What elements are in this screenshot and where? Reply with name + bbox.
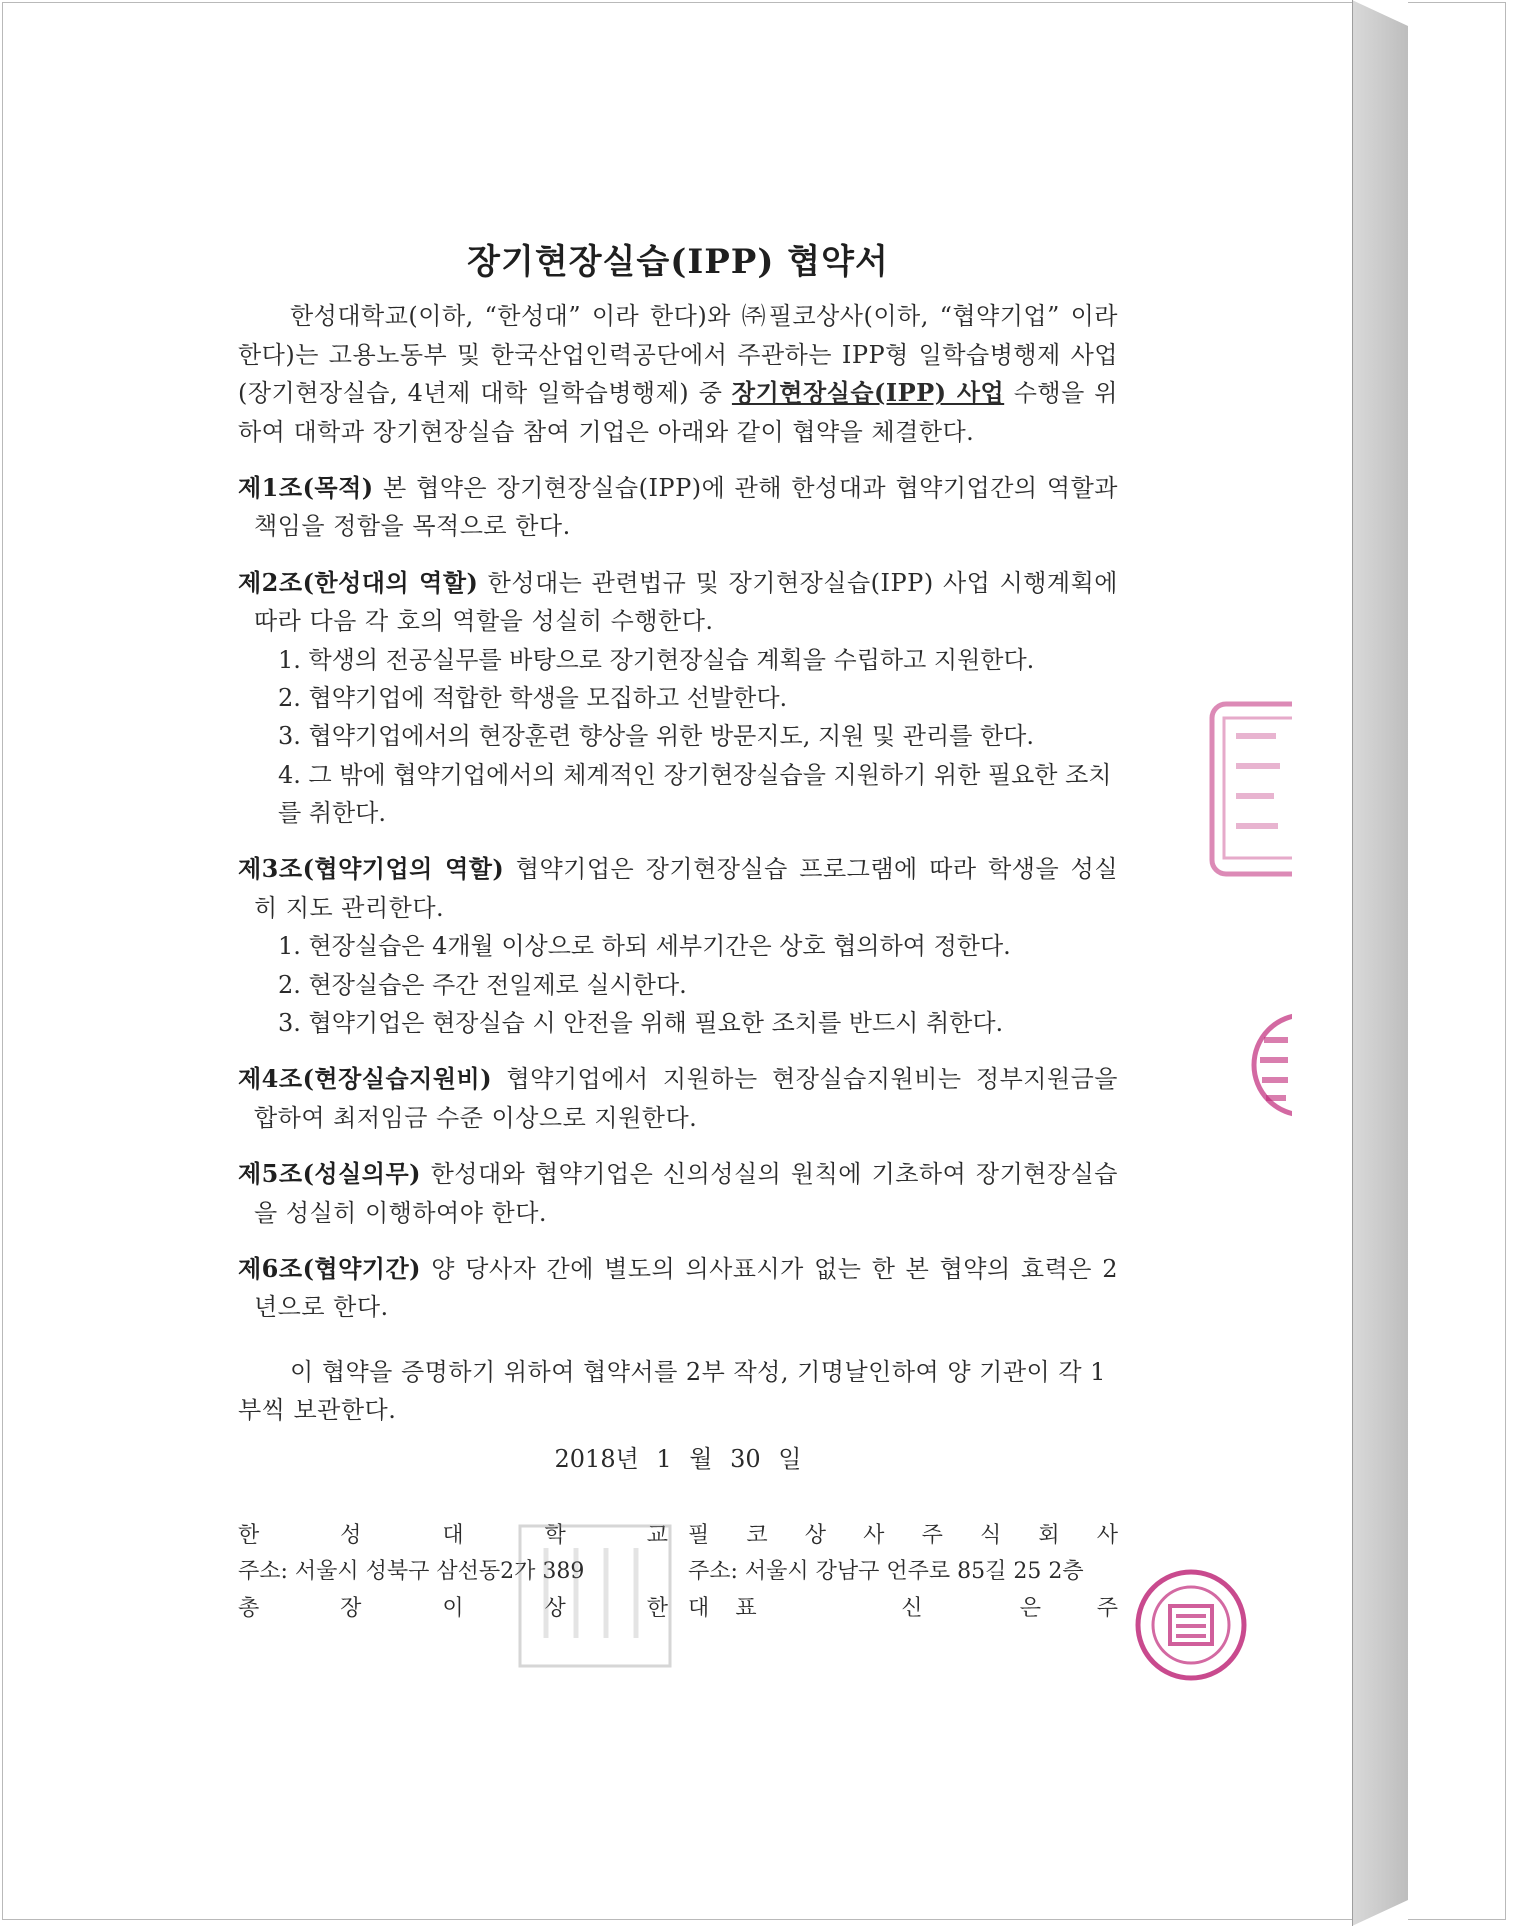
list-item: 2. 협약기업에 적합한 학생을 모집하고 선발한다. [278, 683, 788, 712]
signatory-right [688, 1518, 1118, 1627]
name-char: 필 [688, 1522, 710, 1548]
article-heading: 제6조(협약기간) [238, 1253, 422, 1283]
name-char: 상 [804, 1522, 827, 1548]
rep-char: 은 [1019, 1595, 1041, 1621]
page-side-edge [1352, 0, 1408, 1926]
list-item: 1. 현장실습은 4개월 이상으로 하되 세부기간은 상호 협의하여 정한다. [278, 932, 1011, 961]
article-items [238, 641, 1118, 833]
article-text: 본 협약은 장기현장실습(IPP)에 관해 한성대과 협약기업간의 역할과 책임을 정함을 목적으로 한다. [254, 473, 1118, 541]
name-char: 성 [340, 1522, 362, 1548]
org-address: 주소: 서울시 성북구 삼선동2가 389 [238, 1559, 585, 1585]
list-item: 4. 그 밖에 협약기업에서의 체계적인 장기현장실습을 지원하기 위한 필요한 조치를 취한다. [278, 760, 1112, 828]
rep-char: 대 [688, 1595, 710, 1621]
preamble-part2: 수행을 위하여 대학과 장기현장실습 참여 기업은 아래와 같이 협약을 체결한다. [238, 379, 1118, 446]
rep-char: 표 [735, 1595, 757, 1621]
article-heading: 제5조(성실의무) [238, 1159, 422, 1189]
name-char: 코 [746, 1522, 768, 1548]
list-item: 2. 현장실습은 주간 전일제로 실시한다. [278, 970, 687, 999]
rep-char: 장 [340, 1595, 362, 1621]
article-5 [238, 1155, 1118, 1232]
name-char: 사 [863, 1522, 885, 1548]
article-text: 협약기업에서 지원하는 현장실습지원비는 정부지원금을 합하여 최저임금 수준 이상으로 지원한다. [254, 1065, 1118, 1132]
rep-char: 상 [544, 1595, 566, 1621]
preamble-part1: 한성대학교(이하, “한성대” 이라 한다)와 ㈜필코상사(이하, “협약기업” 이라 한다)는 고용노동부 및 한국산업인력공단에서 주관하는 IPP형 일학습병행제 사업(장기현장실습, 4년제 대학 일학습병행제) 중 [238, 302, 1118, 408]
name-char: 사 [1096, 1522, 1118, 1548]
rep-char: 이 [442, 1595, 464, 1621]
representative [688, 1591, 1118, 1627]
rep-char: 한 [646, 1595, 668, 1621]
org-address: 주소: 서울시 강남구 언주로 85길 25 2층 [688, 1559, 1084, 1585]
name-char: 회 [1038, 1522, 1060, 1548]
article-text: 한성대는 관련법규 및 장기현장실습(IPP) 사업 시행계획에 따라 다음 각 호의 역할을 성실히 수행한다. [254, 568, 1118, 636]
article-heading: 제1조(목적) [238, 472, 374, 502]
signatory-left [238, 1518, 668, 1627]
org-name [238, 1518, 668, 1554]
article-items [238, 927, 1118, 1042]
preamble-emphasis: 장기현장실습(IPP) 사업 [731, 378, 1005, 408]
article-heading: 제4조(현장실습지원비) [238, 1064, 493, 1094]
page-edge-line [1352, 0, 1353, 1926]
name-char: 한 [238, 1522, 260, 1548]
article-text: 한성대와 협약기업은 신의성실의 원칙에 기초하여 장기현장실습을 성실히 이행하여야 한다. [254, 1160, 1118, 1227]
article-6 [238, 1250, 1118, 1327]
name-char: 식 [979, 1522, 1002, 1548]
name-char: 대 [442, 1522, 464, 1548]
document-title: 장기현장실습(IPP) 협약서 [467, 242, 889, 282]
article-text: 양 당사자 간에 별도의 의사표시가 없는 한 본 협약의 효력은 2년으로 한다. [254, 1254, 1118, 1322]
name-char: 학 [544, 1522, 566, 1548]
article-text: 협약기업은 장기현장실습 프로그램에 따라 학생을 성실히 지도 관리한다. [254, 855, 1118, 922]
list-item: 1. 학생의 전공실무를 바탕으로 장기현장실습 계획을 수립하고 지원한다. [278, 645, 1035, 674]
name-char: 주 [921, 1522, 943, 1548]
representative [238, 1591, 668, 1627]
list-item: 3. 협약기업은 현장실습 시 안전을 위해 필요한 조치를 반드시 취한다. [278, 1009, 1004, 1038]
rep-char: 총 [238, 1595, 260, 1621]
rep-char: 주 [1096, 1595, 1118, 1621]
agreement-date: 2018년 1 월 30 일 [554, 1444, 802, 1473]
article-2 [238, 564, 1118, 833]
closing-statement: 이 협약을 증명하기 위하여 협약서를 2부 작성, 기명날인하여 양 기관이 각 1부씩 보관한다. [238, 1357, 1106, 1425]
agreement-document [238, 235, 1118, 1627]
preamble [238, 297, 1118, 451]
article-1 [238, 469, 1118, 546]
article-heading: 제2조(한성대의 역할) [238, 567, 479, 597]
article-3 [238, 850, 1118, 1042]
list-item: 3. 협약기업에서의 현장훈련 향상을 위한 방문지도, 지원 및 관리를 한다. [278, 722, 1034, 751]
name-char: 교 [646, 1522, 668, 1548]
signature-block [238, 1518, 1118, 1627]
org-name [688, 1518, 1118, 1554]
rep-char: 신 [901, 1595, 923, 1621]
article-4 [238, 1060, 1118, 1137]
article-heading: 제3조(협약기업의 역할) [238, 854, 505, 884]
